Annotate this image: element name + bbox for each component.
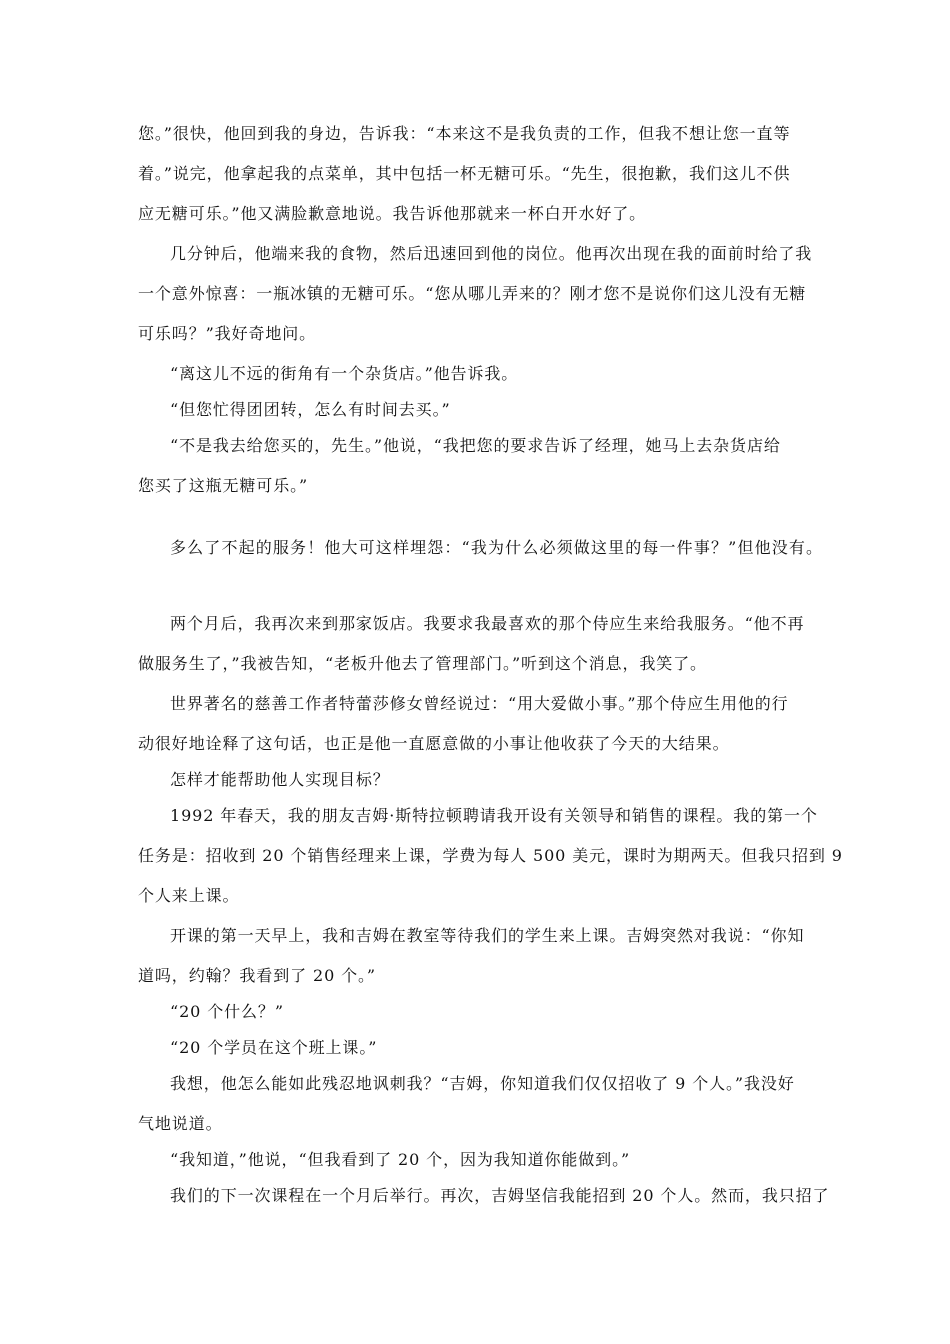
text-line: “离这儿不远的街角有一个杂货店。”他告诉我。 bbox=[170, 364, 519, 383]
text-line: 可乐吗？”我好奇地问。 bbox=[138, 324, 317, 343]
text-line: 着。”说完，他拿起我的点菜单，其中包括一杯无糖可乐。“先生，很抱歉，我们这儿不供 bbox=[138, 164, 791, 183]
text-line: 几分钟后，他端来我的食物，然后迅速回到他的岗位。他再次出现在我的面前时给了我 bbox=[170, 244, 813, 263]
text-line: 世界著名的慈善工作者特蕾莎修女曾经说过：“用大爱做小事。”那个侍应生用他的行 bbox=[170, 694, 789, 713]
text-line: 气地说道。 bbox=[138, 1114, 223, 1133]
text-line: 道吗，约翰？我看到了 20 个。” bbox=[138, 966, 377, 985]
text-line: “20 个学员在这个班上课。” bbox=[170, 1038, 378, 1057]
text-line: “但您忙得团团转，怎么有时间去买。” bbox=[170, 400, 451, 419]
text-line: 动很好地诠释了这句话，也正是他一直愿意做的小事让他收获了今天的大结果。 bbox=[138, 734, 730, 753]
text-line: 个人来上课。 bbox=[138, 886, 240, 905]
text-line: 1992 年春天，我的朋友吉姆·斯特拉顿聘请我开设有关领导和销售的课程。我的第一个 bbox=[170, 806, 818, 825]
text-line: “20 个什么？” bbox=[170, 1002, 284, 1021]
text-line: 您买了这瓶无糖可乐。” bbox=[138, 476, 309, 495]
text-line: 应无糖可乐。”他又满脸歉意地说。我告诉他那就来一杯白开水好了。 bbox=[138, 204, 647, 223]
text-line: 我们的下一次课程在一个月后举行。再次，吉姆坚信我能招到 20 个人。然而，我只招了 bbox=[170, 1186, 830, 1205]
text-line: “不是我去给您买的，先生。”他说，“我把您的要求告诉了经理，她马上去杂货店给 bbox=[170, 436, 781, 455]
text-line: 做服务生了，”我被告知，“老板升他去了管理部门。”听到这个消息，我笑了。 bbox=[138, 654, 707, 673]
text-line: 多么了不起的服务！他大可这样埋怨：“我为什么必须做这里的每一件事？”但他没有。 bbox=[170, 538, 824, 557]
text-line: 您。”很快，他回到我的身边，告诉我：“本来这不是我负责的工作，但我不想让您一直等 bbox=[138, 124, 791, 143]
text-line: “我知道，”他说，“但我看到了 20 个，因为我知道你能做到。” bbox=[170, 1150, 631, 1169]
text-line: 一个意外惊喜：一瓶冰镇的无糖可乐。“您从哪儿弄来的？刚才您不是说你们这儿没有无糖 bbox=[138, 284, 807, 303]
text-line: 开课的第一天早上，我和吉姆在教室等待我们的学生来上课。吉姆突然对我说：“你知 bbox=[170, 926, 805, 945]
text-line: 我想，他怎么能如此残忍地讽刺我？“吉姆，你知道我们仅仅招收了 9 个人。”我没好 bbox=[170, 1074, 795, 1093]
text-line: 两个月后，我再次来到那家饭店。我要求我最喜欢的那个侍应生来给我服务。“他不再 bbox=[170, 614, 805, 633]
text-line: 任务是：招收到 20 个销售经理来上课，学费为每人 500 美元，课时为期两天。但我只招到 9 bbox=[138, 846, 843, 865]
text-line: 怎样才能帮助他人实现目标？ bbox=[170, 770, 390, 789]
